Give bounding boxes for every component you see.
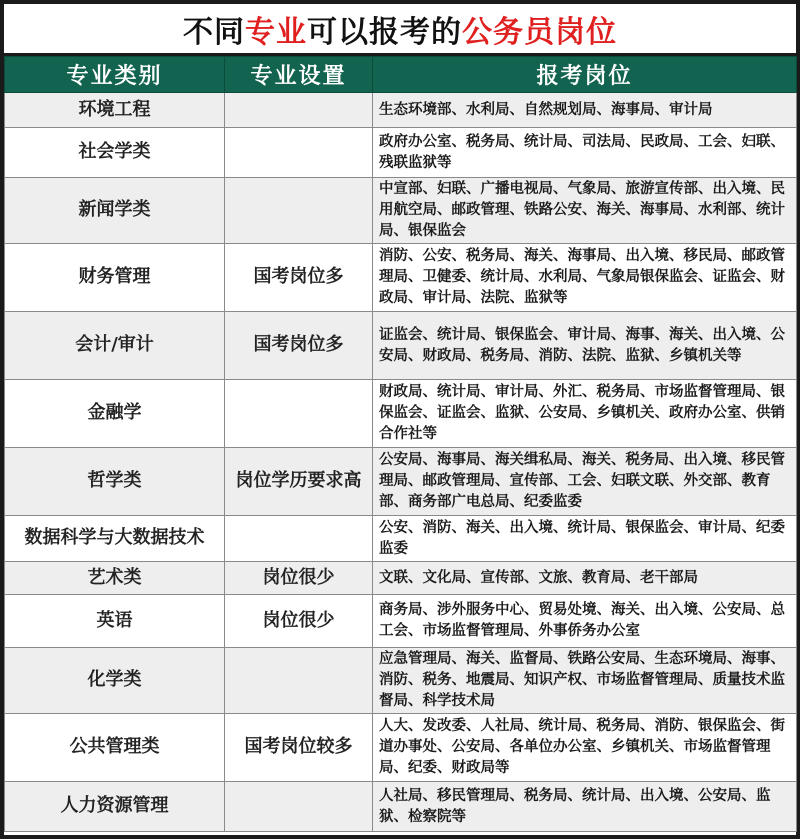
setting-cell bbox=[225, 380, 373, 448]
setting-cell bbox=[225, 93, 373, 128]
header-positions: 报考岗位 bbox=[373, 57, 797, 93]
positions-cell: 商务局、涉外服务中心、贸易处境、海关、出入境、公安局、总工会、市场监督管理局、外事侨务办公室 bbox=[373, 595, 797, 648]
setting-cell bbox=[225, 128, 373, 178]
category-cell: 数据科学与大数据技术 bbox=[5, 516, 225, 562]
table-row bbox=[5, 312, 797, 380]
title-part-2: 专业 bbox=[245, 14, 307, 50]
category-cell: 金融学 bbox=[5, 380, 225, 448]
positions-cell: 人社局、移民管理局、税务局、统计局、出入境、公安局、监狱、检察院等 bbox=[373, 782, 797, 832]
setting-cell: 国考岗位较多 bbox=[225, 714, 373, 782]
category-cell: 财务管理 bbox=[5, 244, 225, 312]
title-part-4: 公务员岗位 bbox=[462, 14, 617, 50]
positions-cell: 文联、文化局、宣传部、文旅、教育局、老干部局 bbox=[373, 562, 797, 595]
positions-cell: 财政局、统计局、审计局、外汇、税务局、市场监督管理局、银保监会、证监会、监狱、公安局、乡镇机关、政府办公室、供销合作社等 bbox=[373, 380, 797, 448]
table-row bbox=[5, 516, 797, 562]
header-category: 专业类别 bbox=[5, 57, 225, 93]
major-position-table bbox=[4, 56, 797, 832]
positions-cell: 生态环境部、水利局、自然规划局、海事局、审计局 bbox=[373, 93, 797, 128]
positions-cell: 应急管理局、海关、监督局、铁路公安局、生态环境局、海事、消防、税务、地震局、知识产权、市场监督管理局、质量技术监督局、科学技术局 bbox=[373, 648, 797, 714]
table-row bbox=[5, 128, 797, 178]
category-cell: 人力资源管理 bbox=[5, 782, 225, 832]
category-cell: 哲学类 bbox=[5, 448, 225, 516]
table-row bbox=[5, 178, 797, 244]
setting-cell: 岗位学历要求高 bbox=[225, 448, 373, 516]
table-row bbox=[5, 782, 797, 832]
category-cell: 环境工程 bbox=[5, 93, 225, 128]
setting-cell bbox=[225, 178, 373, 244]
positions-cell: 公安、消防、海关、出入境、统计局、银保监会、审计局、纪委监委 bbox=[373, 516, 797, 562]
table-row bbox=[5, 244, 797, 312]
setting-cell: 国考岗位多 bbox=[225, 312, 373, 380]
category-cell: 艺术类 bbox=[5, 562, 225, 595]
setting-cell: 岗位很少 bbox=[225, 595, 373, 648]
positions-cell: 公安局、海事局、海关缉私局、海关、税务局、出入境、移民管理局、邮政管理局、宣传部、工会、妇联文联、外交部、教育部、商务部广电总局、纪委监委 bbox=[373, 448, 797, 516]
positions-cell: 中宣部、妇联、广播电视局、气象局、旅游宣传部、出入境、民用航空局、邮政管理、铁路公安、海关、海事局、水利部、统计局、银保监会 bbox=[373, 178, 797, 244]
table-row bbox=[5, 648, 797, 714]
category-cell: 化学类 bbox=[5, 648, 225, 714]
category-cell: 新闻学类 bbox=[5, 178, 225, 244]
title-part-1: 不同 bbox=[183, 14, 245, 50]
positions-cell: 政府办公室、税务局、统计局、司法局、民政局、工会、妇联、残联监狱等 bbox=[373, 128, 797, 178]
positions-cell: 人大、发改委、人社局、统计局、税务局、消防、银保监会、街道办事处、公安局、各单位办公室、乡镇机关、市场监督管理局、纪委、财政局等 bbox=[373, 714, 797, 782]
table-row bbox=[5, 448, 797, 516]
setting-cell bbox=[225, 782, 373, 832]
title-part-3: 可以报考的 bbox=[307, 14, 462, 50]
category-cell: 英语 bbox=[5, 595, 225, 648]
setting-cell: 岗位很少 bbox=[225, 562, 373, 595]
setting-cell: 国考岗位多 bbox=[225, 244, 373, 312]
table-header-row bbox=[5, 57, 797, 93]
category-cell: 会计/审计 bbox=[5, 312, 225, 380]
table-row bbox=[5, 595, 797, 648]
category-cell: 社会学类 bbox=[5, 128, 225, 178]
positions-cell: 证监会、统计局、银保监会、审计局、海事、海关、出入境、公安局、财政局、税务局、消防、法院、监狱、乡镇机关等 bbox=[373, 312, 797, 380]
header-setting: 专业设置 bbox=[225, 57, 373, 93]
setting-cell bbox=[225, 516, 373, 562]
table-row bbox=[5, 714, 797, 782]
table-row bbox=[5, 93, 797, 128]
page-title bbox=[4, 4, 796, 56]
setting-cell bbox=[225, 648, 373, 714]
category-cell: 公共管理类 bbox=[5, 714, 225, 782]
positions-cell: 消防、公安、税务局、海关、海事局、出入境、移民局、邮政管理局、卫健委、统计局、水利局、气象局银保监会、证监会、财政局、审计局、法院、监狱等 bbox=[373, 244, 797, 312]
table-row bbox=[5, 380, 797, 448]
table-row bbox=[5, 562, 797, 595]
